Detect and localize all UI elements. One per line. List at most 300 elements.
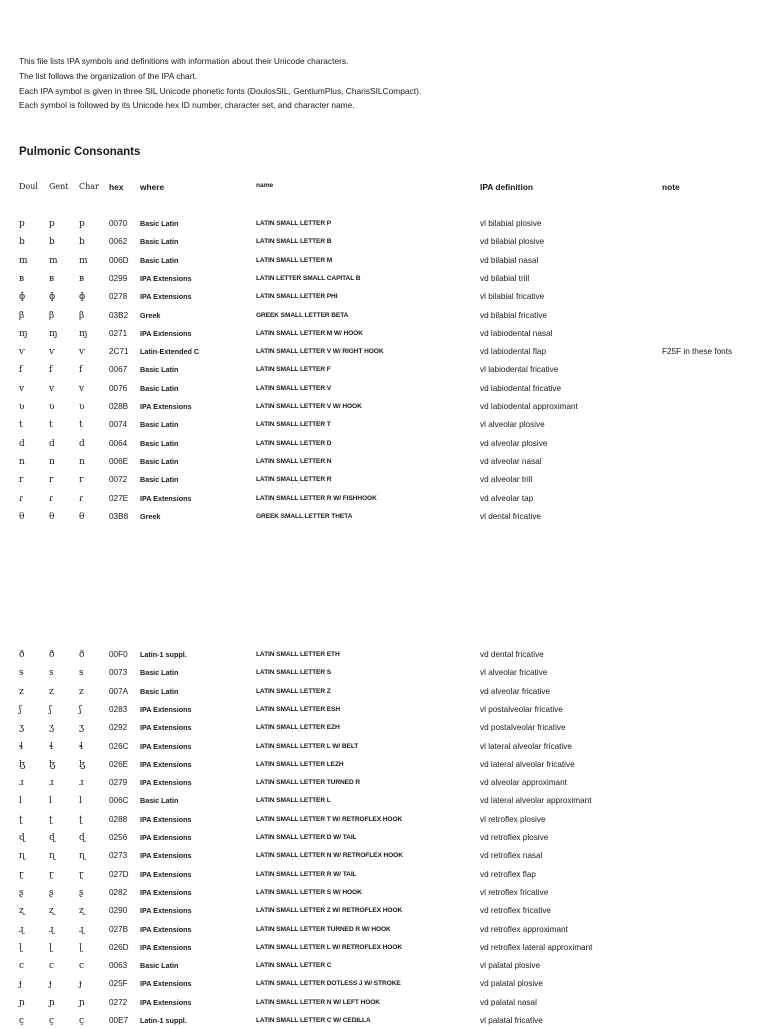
character-name: LATIN SMALL LETTER ESH xyxy=(256,705,341,713)
symbol-gentium: ɖ xyxy=(49,833,55,843)
ipa-definition: vl alveolar fricative xyxy=(480,668,548,678)
ipa-definition: vd alveolar approximant xyxy=(480,778,567,788)
symbol-charis: ɟ xyxy=(79,979,82,990)
header-name: name xyxy=(256,182,274,189)
ipa-definition: vd labiodental nasal xyxy=(480,328,553,338)
table-row xyxy=(0,327,768,341)
hex-code: 0273 xyxy=(109,851,128,861)
hex-code: 0290 xyxy=(109,906,128,916)
character-name: LATIN SMALL LETTER T W/ RETROFLEX HOOK xyxy=(256,815,403,823)
table-row xyxy=(0,492,768,506)
table-row xyxy=(0,776,768,790)
ipa-definition: vl bilabial fricative xyxy=(480,292,545,302)
symbol-doulos: ʙ xyxy=(19,273,25,284)
character-set: IPA Extensions xyxy=(140,833,192,842)
symbol-charis: d xyxy=(79,438,85,449)
symbol-gentium: l xyxy=(49,796,52,807)
hex-code: 00E7 xyxy=(109,1016,129,1025)
symbol-doulos: ɾ xyxy=(19,493,24,504)
table-row xyxy=(0,437,768,451)
hex-code: 2C71 xyxy=(109,347,129,357)
character-name: LATIN SMALL LETTER TURNED R xyxy=(256,779,361,787)
symbol-charis: ʂ xyxy=(79,887,84,898)
character-set: IPA Extensions xyxy=(140,704,192,714)
hex-code: 03B8 xyxy=(109,511,129,521)
symbol-doulos: ʃ xyxy=(19,704,22,715)
table-row xyxy=(0,309,768,323)
symbol-doulos: n xyxy=(19,456,25,467)
symbol-gentium: ɱ xyxy=(49,328,58,339)
symbol-doulos: v xyxy=(19,383,25,394)
intro-line: This file lists IPA symbols and definitions with information about their Unicode characters. xyxy=(19,56,349,66)
hex-code: 0064 xyxy=(109,438,128,448)
character-set: IPA Extensions xyxy=(140,851,192,861)
symbol-charis: ʒ xyxy=(79,723,85,734)
ipa-definition: vd alveolar tap xyxy=(480,493,534,503)
character-name: LATIN SMALL LETTER N W/ LEFT HOOK xyxy=(256,998,380,1006)
symbol-charis: θ xyxy=(79,511,85,522)
symbol-gentium: ʙ xyxy=(49,273,55,284)
symbol-doulos: ɭ xyxy=(19,942,23,953)
character-name: LATIN SMALL LETTER D W/ TAIL xyxy=(256,834,357,841)
symbol-gentium: ɸ xyxy=(49,292,56,303)
ipa-definition: vd dental fricative xyxy=(480,650,544,659)
character-name: LATIN SMALL LETTER M W/ HOOK xyxy=(256,329,363,337)
character-set: IPA Extensions xyxy=(140,402,192,411)
hex-code: 0074 xyxy=(109,420,128,430)
character-set: Basic Latin xyxy=(140,686,179,696)
symbol-doulos: f xyxy=(19,365,23,376)
character-set: Basic Latin xyxy=(140,796,179,806)
intro-line: Each symbol is followed by its Unicode hex ID number, character set, and character name. xyxy=(19,100,355,111)
ipa-definition: vd bilabial trill xyxy=(480,273,530,283)
symbol-gentium: ɲ xyxy=(49,997,55,1008)
hex-code: 0073 xyxy=(109,668,128,678)
character-name: LATIN SMALL LETTER Z xyxy=(256,687,331,695)
symbol-charis: l xyxy=(79,796,82,807)
ipa-definition: vd bilabial plosive xyxy=(480,237,545,247)
ipa-definition: vl postalveolar fricative xyxy=(480,704,563,714)
symbol-gentium: ð xyxy=(49,650,55,660)
hex-code: 0271 xyxy=(109,328,128,338)
character-set: Basic Latin xyxy=(140,668,179,678)
hex-code: 007A xyxy=(109,686,129,696)
character-name: LATIN SMALL LETTER T xyxy=(256,421,331,429)
symbol-doulos: ɲ xyxy=(19,997,25,1008)
character-name: LATIN SMALL LETTER ETH xyxy=(256,651,340,658)
symbol-doulos: ɬ xyxy=(19,741,24,752)
table-row xyxy=(0,455,768,469)
symbol-gentium: ɽ xyxy=(49,869,54,880)
table-row xyxy=(0,977,768,991)
symbol-doulos: b xyxy=(19,237,25,248)
character-set: Latin-Extended C xyxy=(140,347,200,357)
hex-code: 027B xyxy=(109,924,129,934)
table-header xyxy=(0,182,768,194)
symbol-charis: ɲ xyxy=(79,997,85,1008)
character-name: LATIN SMALL LETTER L W/ RETROFLEX HOOK xyxy=(256,943,403,951)
table-row xyxy=(0,886,768,900)
symbol-charis: ɮ xyxy=(79,759,86,770)
ipa-definition: vd bilabial nasal xyxy=(480,255,539,265)
hex-code: 026D xyxy=(109,942,129,952)
character-set: Basic Latin xyxy=(140,365,179,375)
ipa-definition: vl retroflex plosive xyxy=(480,814,546,824)
ipa-definition: vd alveolar plosive xyxy=(480,438,548,448)
symbol-gentium: ʂ xyxy=(49,887,54,898)
character-name: LATIN SMALL LETTER N xyxy=(256,457,332,465)
ipa-definition: vl labiodental fricative xyxy=(480,365,559,375)
symbol-charis: ɻ xyxy=(79,924,84,935)
symbol-gentium: z xyxy=(49,686,54,697)
symbol-gentium: t xyxy=(49,420,53,431)
hex-code: 0072 xyxy=(109,475,128,485)
table-row xyxy=(0,272,768,286)
character-name: LATIN SMALL LETTER D xyxy=(256,439,332,447)
ipa-definition: vd retroflex lateral approximant xyxy=(480,942,593,952)
symbol-doulos: ʋ xyxy=(19,402,25,412)
symbol-charis: ʙ xyxy=(79,273,85,284)
symbol-doulos: ɟ xyxy=(19,979,22,990)
symbol-doulos: θ xyxy=(19,511,25,522)
symbol-gentium: ɮ xyxy=(49,759,56,770)
table-row xyxy=(0,363,768,377)
symbol-doulos: p xyxy=(19,219,25,229)
table-row xyxy=(0,666,768,680)
symbol-doulos: m xyxy=(19,255,28,266)
table-row xyxy=(0,382,768,396)
table-row xyxy=(0,849,768,863)
hex-code: 006E xyxy=(109,456,129,466)
symbol-charis: ɽ xyxy=(79,869,84,880)
hex-code: 0063 xyxy=(109,961,128,971)
symbol-charis: ð xyxy=(79,650,85,660)
table-row xyxy=(0,217,768,231)
ipa-definition: vd labiodental approximant xyxy=(480,402,578,411)
character-set: Latin-1 suppl. xyxy=(140,1016,187,1025)
ipa-definition: vl palatal plosive xyxy=(480,961,541,971)
character-name: LATIN SMALL LETTER TURNED R W/ HOOK xyxy=(256,925,391,933)
table-row xyxy=(0,868,768,882)
character-set: IPA Extensions xyxy=(140,887,192,897)
character-name: LATIN SMALL LETTER V W/ RIGHT HOOK xyxy=(256,348,384,356)
hex-code: 0292 xyxy=(109,723,128,733)
hex-code: 028B xyxy=(109,402,129,411)
symbol-doulos: t xyxy=(19,420,23,431)
character-set: IPA Extensions xyxy=(140,292,192,302)
symbol-gentium: ɳ xyxy=(49,851,56,862)
character-name: GREEK SMALL LETTER BETA xyxy=(256,311,349,319)
symbol-doulos: ɸ xyxy=(19,292,26,303)
hex-code: 006D xyxy=(109,255,129,265)
header-char: Char xyxy=(79,182,99,191)
symbol-gentium: θ xyxy=(49,511,55,522)
symbol-doulos: ð xyxy=(19,650,25,660)
ipa-definition: vd postalveolar fricative xyxy=(480,723,566,733)
symbol-gentium: r xyxy=(49,475,54,486)
character-name: LATIN SMALL LETTER LEZH xyxy=(256,760,344,768)
character-name: LATIN SMALL LETTER PHI xyxy=(256,293,338,301)
hex-code: 03B2 xyxy=(109,310,129,320)
symbol-gentium: b xyxy=(49,237,55,248)
table-row xyxy=(0,794,768,808)
table-row xyxy=(0,685,768,699)
symbol-charis: ɸ xyxy=(79,292,86,303)
hex-code: 0067 xyxy=(109,365,128,375)
character-set: IPA Extensions xyxy=(140,979,192,989)
character-name: LATIN SMALL LETTER V xyxy=(256,384,332,392)
symbol-gentium: ʐ xyxy=(49,906,55,917)
character-set: IPA Extensions xyxy=(140,723,192,733)
symbol-gentium: ɭ xyxy=(49,942,53,953)
symbol-gentium: ʋ xyxy=(49,402,55,412)
character-name: LATIN SMALL LETTER B xyxy=(256,238,332,246)
character-name: LATIN SMALL LETTER DOTLESS J W/ STROKE xyxy=(256,980,401,988)
symbol-gentium: ʃ xyxy=(49,704,52,715)
ipa-definition: vd labiodental fricative xyxy=(480,383,562,393)
symbol-doulos: ʒ xyxy=(19,723,25,734)
symbol-doulos: z xyxy=(19,686,24,697)
character-name: LATIN SMALL LETTER C xyxy=(256,962,332,970)
table-row xyxy=(0,740,768,754)
character-set: IPA Extensions xyxy=(140,759,192,769)
symbol-doulos: ɖ xyxy=(19,833,25,843)
ipa-definition: vd alveolar fricative xyxy=(480,686,551,696)
symbol-doulos: ɳ xyxy=(19,851,26,862)
header-note: note xyxy=(662,182,680,192)
table-row xyxy=(0,418,768,432)
symbol-charis: ɭ xyxy=(79,942,83,953)
ipa-definition: vd retroflex flap xyxy=(480,869,536,879)
table-row xyxy=(0,345,768,359)
character-set: Basic Latin xyxy=(140,456,179,466)
header-ipa-definition: IPA definition xyxy=(480,182,534,192)
character-set: Basic Latin xyxy=(140,255,179,265)
symbol-gentium: ç xyxy=(49,1016,55,1026)
hex-code: 0062 xyxy=(109,237,128,247)
symbol-charis: β xyxy=(79,310,85,321)
intro-text xyxy=(19,54,749,113)
ipa-definition: vl lateral alveolar fricative xyxy=(480,741,572,751)
symbol-doulos: ɽ xyxy=(19,869,24,880)
hex-code: 027D xyxy=(109,869,129,879)
table-row xyxy=(0,923,768,937)
symbol-charis: ⱱ xyxy=(79,347,85,358)
symbol-charis: ɬ xyxy=(79,741,84,752)
character-name: LATIN SMALL LETTER V W/ HOOK xyxy=(256,403,362,410)
character-set: IPA Extensions xyxy=(140,869,192,879)
hex-code: 0282 xyxy=(109,887,128,897)
ipa-definition: vd palatal nasal xyxy=(480,997,537,1007)
symbol-charis: n xyxy=(79,456,85,467)
table-row xyxy=(0,959,768,973)
symbol-gentium: ʒ xyxy=(49,723,55,734)
symbol-doulos: l xyxy=(19,796,22,807)
character-set: IPA Extensions xyxy=(140,328,192,338)
intro-line: The list follows the organization of the IPA chart. xyxy=(19,70,198,81)
character-set: Latin-1 suppl. xyxy=(140,650,187,659)
section-title: Pulmonic Consonants xyxy=(19,146,141,158)
table-row xyxy=(0,813,768,827)
table-row xyxy=(0,831,768,845)
hex-code: 0272 xyxy=(109,997,128,1007)
table-row xyxy=(0,290,768,304)
note: F25F in these fonts xyxy=(662,347,733,357)
symbol-gentium: s xyxy=(49,668,54,679)
character-name: LATIN SMALL LETTER P xyxy=(256,220,332,227)
symbol-charis: v xyxy=(79,383,85,394)
ipa-definition: vl bilabial plosive xyxy=(480,219,542,228)
character-set: Basic Latin xyxy=(140,219,179,228)
character-set: IPA Extensions xyxy=(140,942,192,952)
table-row xyxy=(0,758,768,772)
symbol-doulos: ɹ xyxy=(19,778,24,789)
symbol-gentium: c xyxy=(49,961,55,972)
header-gent: Gent xyxy=(49,182,69,191)
symbol-charis: z xyxy=(79,686,84,697)
ipa-definition: vl dental fricative xyxy=(480,511,541,521)
character-set: Basic Latin xyxy=(140,438,179,448)
hex-code: 0299 xyxy=(109,273,128,283)
symbol-charis: ɾ xyxy=(79,493,84,504)
symbol-charis: s xyxy=(79,668,84,679)
hex-code: 026C xyxy=(109,741,129,751)
symbol-charis: ɹ xyxy=(79,778,84,789)
table-row xyxy=(0,996,768,1010)
hex-code: 00F0 xyxy=(109,650,128,659)
ipa-definition: vd labiodental flap xyxy=(480,347,547,357)
symbol-doulos: ʈ xyxy=(19,814,23,825)
table-row xyxy=(0,254,768,268)
symbol-gentium: ɟ xyxy=(49,979,52,990)
ipa-definition: vd retroflex fricative xyxy=(480,906,551,916)
ipa-definition: vd retroflex nasal xyxy=(480,851,543,861)
hex-code: 025F xyxy=(109,979,128,989)
character-set: IPA Extensions xyxy=(140,778,192,788)
symbol-gentium: ɬ xyxy=(49,741,54,752)
hex-code: 0288 xyxy=(109,814,128,824)
symbol-charis: c xyxy=(79,961,85,972)
hex-code: 0070 xyxy=(109,219,128,228)
table-row xyxy=(0,510,768,524)
ipa-definition: vd lateral alveolar fricative xyxy=(480,759,575,769)
symbol-doulos: β xyxy=(19,310,25,321)
table-row xyxy=(0,400,768,414)
symbol-doulos: ɮ xyxy=(19,759,26,770)
ipa-definition: vl palatal fricative xyxy=(480,1016,543,1025)
character-set: IPA Extensions xyxy=(140,273,192,283)
table-row xyxy=(0,235,768,249)
symbol-charis: ɱ xyxy=(79,328,88,339)
hex-code: 0256 xyxy=(109,833,128,842)
character-name: LATIN SMALL LETTER Z W/ RETROFLEX HOOK xyxy=(256,907,403,915)
symbol-gentium: n xyxy=(49,456,55,467)
character-set: IPA Extensions xyxy=(140,906,192,916)
ipa-definition: vd lateral alveolar approximant xyxy=(480,796,592,806)
character-set: Greek xyxy=(140,310,161,320)
hex-code: 0279 xyxy=(109,778,128,788)
ipa-definition: vd palatal plosive xyxy=(480,979,543,989)
character-name: LATIN SMALL LETTER L W/ BELT xyxy=(256,742,359,750)
character-set: IPA Extensions xyxy=(140,997,192,1007)
symbol-doulos: c xyxy=(19,961,25,972)
symbol-gentium: ʈ xyxy=(49,814,53,825)
hex-code: 027E xyxy=(109,493,129,503)
symbol-charis: b xyxy=(79,237,85,248)
ipa-definition: vd retroflex approximant xyxy=(480,924,568,934)
symbol-doulos: r xyxy=(19,475,24,486)
character-name: LATIN SMALL LETTER S xyxy=(256,669,332,677)
character-set: Basic Latin xyxy=(140,961,179,971)
table-row xyxy=(0,648,768,662)
table-row xyxy=(0,721,768,735)
table-row xyxy=(0,1014,768,1028)
table-row xyxy=(0,904,768,918)
symbol-charis: ʐ xyxy=(79,906,85,917)
symbol-charis: ɳ xyxy=(79,851,86,862)
symbol-gentium: d xyxy=(49,438,55,449)
character-name: LATIN LETTER SMALL CAPITAL B xyxy=(256,274,361,282)
ipa-definition: vd alveolar trill xyxy=(480,475,533,485)
symbol-charis: ʃ xyxy=(79,704,82,715)
character-set: IPA Extensions xyxy=(140,741,192,751)
character-set: Basic Latin xyxy=(140,420,179,430)
symbol-gentium: ɹ xyxy=(49,778,54,789)
character-name: LATIN SMALL LETTER R W/ TAIL xyxy=(256,870,357,878)
symbol-doulos: ⱱ xyxy=(19,347,25,358)
character-name: LATIN SMALL LETTER EZH xyxy=(256,724,340,732)
character-name: LATIN SMALL LETTER N W/ RETROFLEX HOOK xyxy=(256,852,403,860)
symbol-gentium: ⱱ xyxy=(49,347,55,358)
table-row xyxy=(0,473,768,487)
symbol-doulos: ɻ xyxy=(19,924,24,935)
character-set: IPA Extensions xyxy=(140,493,192,503)
symbol-gentium: ɻ xyxy=(49,924,54,935)
character-name: GREEK SMALL LETTER THETA xyxy=(256,512,353,520)
symbol-doulos: ç xyxy=(19,1016,25,1026)
character-set: Greek xyxy=(140,511,161,521)
header-doul: Doul xyxy=(19,182,38,191)
symbol-charis: ɖ xyxy=(79,833,85,843)
header-hex: hex xyxy=(109,182,124,192)
symbol-doulos: s xyxy=(19,668,24,679)
hex-code: 0283 xyxy=(109,704,128,714)
character-name: LATIN SMALL LETTER F xyxy=(256,366,331,374)
character-set: Basic Latin xyxy=(140,475,179,485)
character-name: LATIN SMALL LETTER L xyxy=(256,797,331,805)
ipa-definition: vd alveolar nasal xyxy=(480,456,542,466)
hex-code: 0076 xyxy=(109,383,128,393)
symbol-doulos: ʂ xyxy=(19,887,24,898)
table-row xyxy=(0,703,768,717)
symbol-doulos: d xyxy=(19,438,25,449)
table-row xyxy=(0,941,768,955)
symbol-gentium: m xyxy=(49,255,58,266)
character-set: IPA Extensions xyxy=(140,924,192,934)
symbol-charis: p xyxy=(79,219,85,229)
ipa-definition: vd bilabial fricative xyxy=(480,310,547,320)
symbol-gentium: ɾ xyxy=(49,493,54,504)
symbol-doulos: ʐ xyxy=(19,906,25,917)
character-name: LATIN SMALL LETTER M xyxy=(256,256,333,264)
symbol-gentium: β xyxy=(49,310,55,321)
intro-line: Each IPA symbol is given in three SIL Unicode phonetic fonts (DoulosSIL, GentiumPlus, CharisSILCompact). xyxy=(19,85,422,96)
character-name: LATIN SMALL LETTER S W/ HOOK xyxy=(256,888,362,896)
character-set: IPA Extensions xyxy=(140,814,192,824)
symbol-charis: ʈ xyxy=(79,814,83,825)
header-where: where xyxy=(140,182,165,192)
ipa-definition: vl alveolar plosive xyxy=(480,420,545,430)
